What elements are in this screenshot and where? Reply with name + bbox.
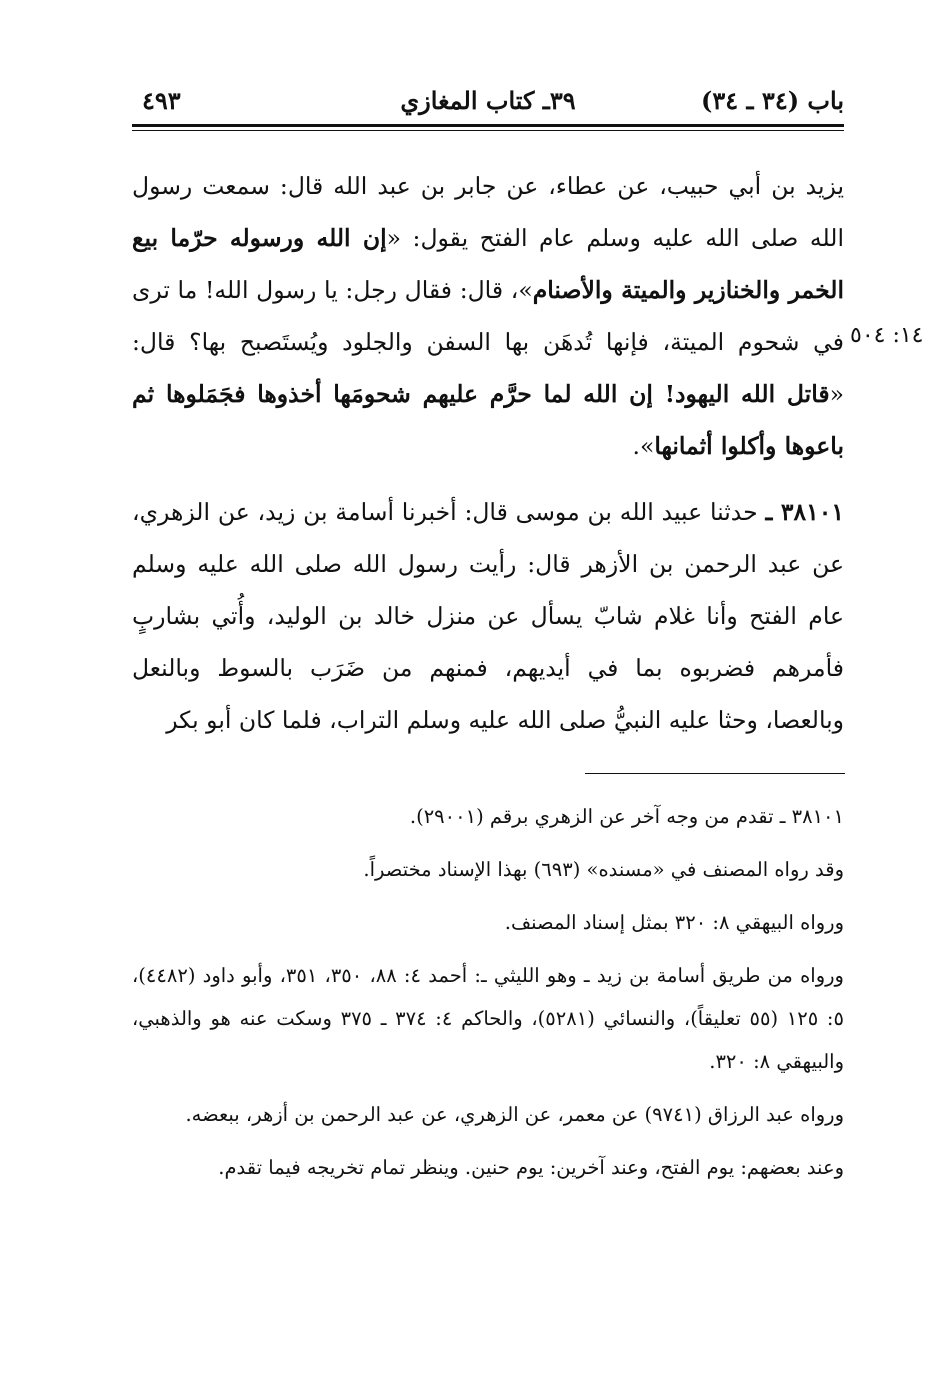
- chapter-reference: باب (٣٤ ـ ٣٤): [701, 86, 844, 115]
- footnote: ورواه عبد الرزاق (٩٧٤١) عن معمر، عن الزهري، عن عبد الرحمن بن أزهر، ببعضه.: [185, 1103, 844, 1126]
- footnote: ٣٨١٠١ ـ تقدم من وجه آخر عن الزهري برقم (٢٩٠٠١).: [409, 805, 844, 828]
- paragraph-hadith-continuation: [132, 160, 844, 472]
- footnote: ورواه من طريق أسامة بن زيد ـ وهو الليثي ـ: أحمد ٤: ٨٨، ٣٥٠، ٣٥١، وأبو داود (٤٤٨٢)، ٥: ١٢٥ (٥٥ تعليقاً)، والنسائي (٥٢٨١)، والحاكم ٤: ٣٧٤ ـ ٣٧٥ وسكت عنه هو والذهبي، والبيهقي ٨: ٣٢٠.: [132, 964, 844, 1073]
- text-segment: يزيد بن أبي حبيب، عن عطاء، عن جابر بن عبد الله قال: سمعت رسول الله صلى الله عليه وسلم عام الفتح يقول: «: [132, 172, 844, 252]
- header-rule-thick: [132, 124, 844, 127]
- footnote: وعند بعضهم: يوم الفتح، وعند آخرين: يوم حنين. وينظر تمام تخريجه فيما تقدم.: [218, 1156, 844, 1179]
- paragraph-hadith-38101: [132, 486, 844, 746]
- page-number: ٤٩٣: [142, 86, 181, 115]
- bold-quote: إن الله ورسوله حرّما بيع الخمر والخنازير والميتة والأصنام: [132, 224, 844, 304]
- main-text: [132, 160, 844, 746]
- hadith-number: ٣٨١٠١ ـ: [765, 498, 844, 526]
- header-rule-thin: [132, 130, 844, 131]
- book-title: ٣٩ـ كتاب المغازي: [400, 86, 576, 115]
- text-segment: »، قال: فقال رجل: يا رسول الله! ما ترى في شحوم الميتة، فإنها تُدهَن بها السفن والجلود ويُستَصبح بها؟ قال: «: [132, 276, 844, 408]
- footnote-separator: [585, 773, 845, 774]
- bold-quote: قاتل الله اليهود! إن الله لما حرَّم عليهم شحومَها أخذوها فجَمَلوها ثم باعوها وأكلوا أثمانها: [132, 380, 844, 460]
- marginal-reference: ١٤: ٥٠٤: [850, 323, 924, 348]
- hadith-text: حدثنا عبيد الله بن موسى قال: أخبرنا أسامة بن زيد، عن الزهري، عن عبد الرحمن بن الأزهر قال: رأيت رسول الله صلى الله عليه وسلم عام الفتح وأنا غلام شابّ يسأل عن منزل خالد بن الوليد، وأُتي بشاربٍ فأمرهم فضربوه بما في أيديهم، فمنهم من ضَرَب بالسوط وبالنعل وبالعصا، وحثا عليه النبيُّ صلى الله عليه وسلم التراب، فلما كان أبو بكر: [132, 498, 844, 734]
- text-segment: ».: [632, 432, 655, 460]
- footnotes: [132, 795, 844, 1199]
- footnote: وقد رواه المصنف في «مسنده» (٦٩٣) بهذا الإسناد مختصراً.: [363, 858, 844, 881]
- running-header: [132, 80, 844, 124]
- footnote: ورواه البيهقي ٨: ٣٢٠ بمثل إسناد المصنف.: [504, 911, 844, 934]
